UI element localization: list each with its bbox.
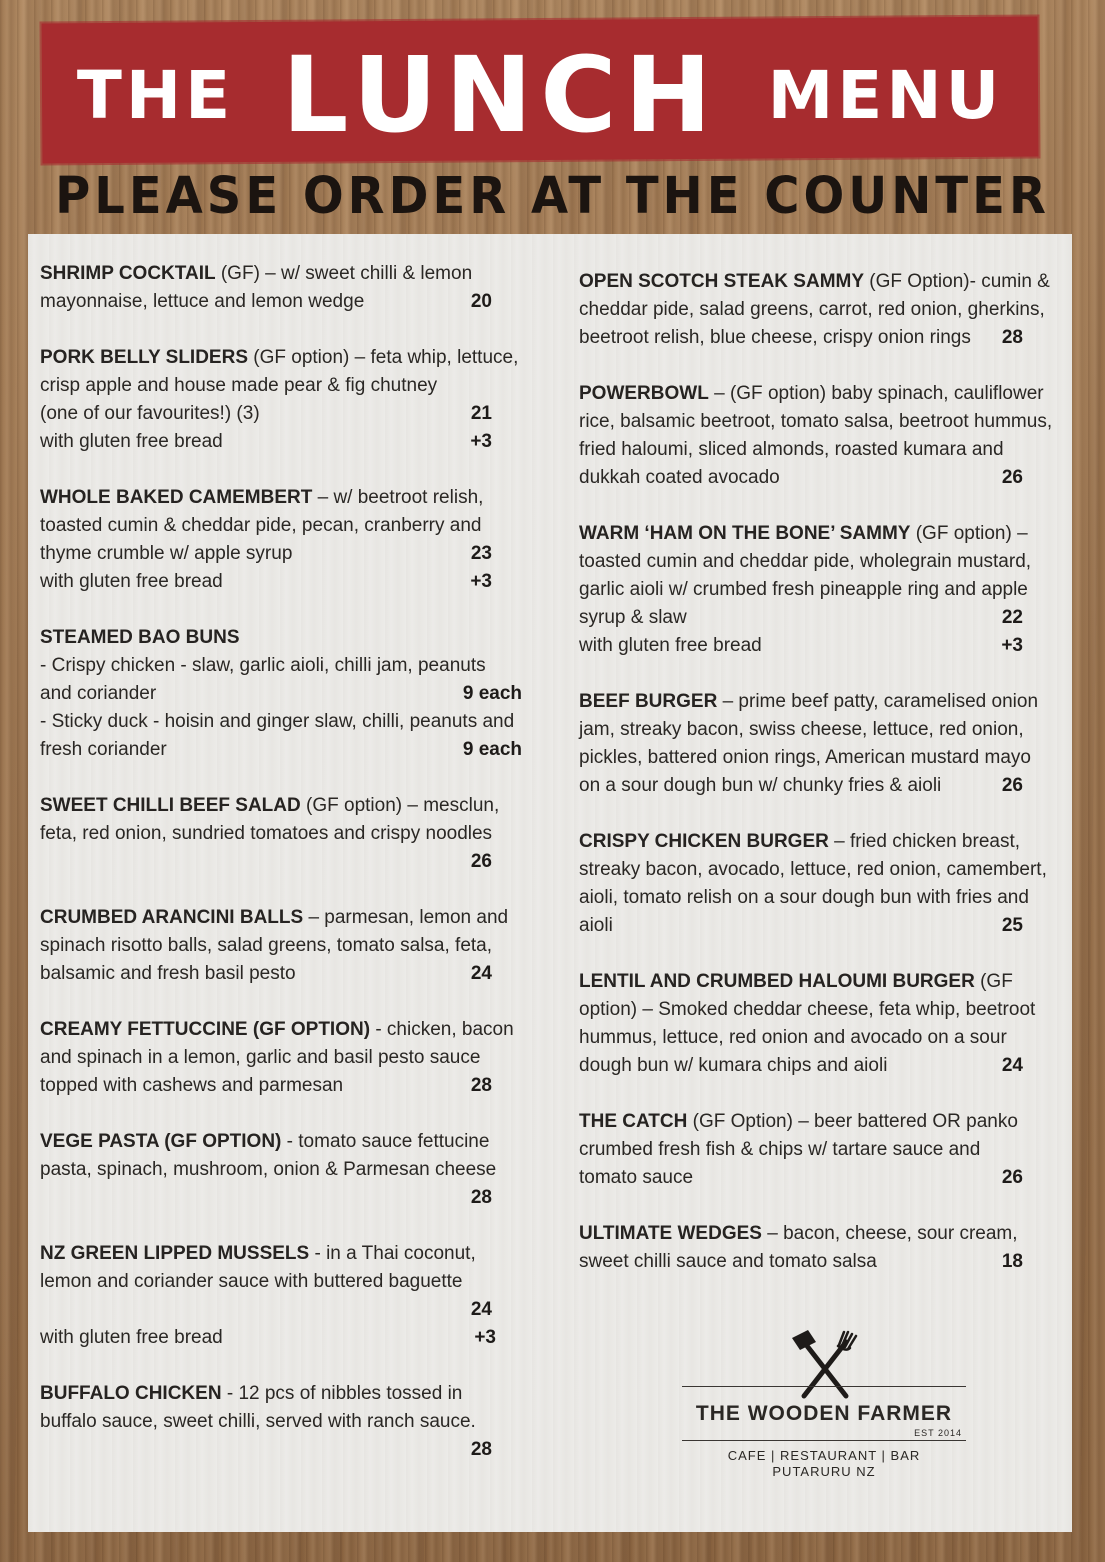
item-price: 25 [1001,915,1023,936]
gf-option-label: with gluten free bread [40,1327,223,1348]
item-desc: – fried chicken breast, [828,831,1021,852]
item-name: ULTIMATE WEDGES [579,1223,762,1244]
item-desc: fried haloumi, sliced almonds, roasted kumara and [579,439,1004,460]
menu-item-shrimp-cocktail [40,260,530,316]
item-desc: sweet chilli sauce and tomato salsa [579,1251,877,1272]
menu-item-pork-belly-sliders [40,344,530,456]
item-desc: spinach risotto balls, salad greens, tomato salsa, feta, [40,935,493,956]
item-desc: - Crispy chicken - slaw, garlic aioli, chilli jam, peanuts [40,655,486,676]
gf-option-label: with gluten free bread [40,571,223,592]
item-price: 28 [470,1075,492,1096]
item-name: LENTIL AND CRUMBED HALOUMI BURGER [579,971,975,992]
crossed-axe-fork-icon [790,1328,860,1400]
item-desc: toasted cumin and cheddar pide, wholegrain mustard, [579,551,1032,572]
item-desc: thyme crumble w/ apple syrup [40,543,293,564]
item-desc: on a sour dough bun w/ chunky fries & aioli [579,775,942,796]
menu-item-buffalo-chicken [40,1380,530,1464]
item-price: 24 [470,963,492,984]
item-name: SHRIMP COCKTAIL [40,263,216,284]
item-price: 20 [470,291,492,312]
item-price: 24 [470,1299,492,1320]
item-name: BEEF BURGER [579,691,718,712]
item-desc: option) – Smoked cheddar cheese, feta whip, beetroot [579,999,1036,1020]
item-price: 22 [1001,607,1023,628]
item-price: 26 [1001,775,1023,796]
item-name: WARM ‘HAM ON THE BONE’ SAMMY [579,523,911,544]
item-name: NZ GREEN LIPPED MUSSELS [40,1243,310,1264]
menu-item-steamed-bao-buns [40,624,530,764]
item-price: 9 each [462,683,522,704]
item-desc: – bacon, cheese, sour cream, [761,1223,1018,1244]
menu-item-powerbowl [579,380,1065,492]
item-desc: beetroot relish, blue cheese, crispy onion rings [579,327,971,348]
item-name: STEAMED BAO BUNS [40,627,240,648]
item-name: CREAMY FETTUCCINE (GF OPTION) [40,1019,371,1040]
item-desc: mayonnaise, lettuce and lemon wedge [40,291,365,312]
item-name: WHOLE BAKED CAMEMBERT [40,487,313,508]
item-desc: balsamic and fresh basil pesto [40,963,296,984]
menu-item-the-catch [579,1108,1065,1192]
item-desc: dukkah coated avocado [579,467,780,488]
menu-item-lentil-haloumi-burger [579,968,1065,1080]
item-name: VEGE PASTA (GF OPTION) [40,1131,282,1152]
item-price: 28 [1001,327,1023,348]
item-desc: and spinach in a lemon, garlic and basil pesto sauce [40,1047,481,1068]
item-price: 26 [1001,467,1023,488]
gf-option-label: with gluten free bread [40,431,223,452]
menu-item-beef-burger [579,688,1065,800]
item-desc: crisp apple and house made pear & fig chutney [40,375,438,396]
logo-rule [682,1440,966,1441]
item-name: CRISPY CHICKEN BURGER [579,831,829,852]
item-desc: streaky bacon, avocado, lettuce, red onion, camembert, [579,859,1047,880]
item-desc: – prime beef patty, caramelised onion [717,691,1039,712]
menu-item-warm-ham-on-the-bone-sammy [579,520,1065,660]
item-price: 24 [1001,1055,1023,1076]
item-desc: (GF option) – mesclun, [300,795,500,816]
brand-tagline [682,1448,966,1480]
item-desc: fresh coriander [40,739,167,760]
item-desc: garlic aioli w/ crumbed fresh pineapple ring and apple [579,579,1028,600]
item-price: 23 [470,543,492,564]
gf-option-label: with gluten free bread [579,635,762,656]
menu-item-creamy-fettuccine [40,1016,530,1100]
logo-rule [682,1386,966,1387]
item-price: 9 each [462,739,522,760]
item-desc: toasted cumin & cheddar pide, pecan, cranberry and [40,515,482,536]
gf-option-price: +3 [470,571,492,592]
item-desc: and coriander [40,683,157,704]
menu-item-whole-baked-camembert [40,484,530,596]
item-desc: lemon and coriander sauce with buttered baguette [40,1271,463,1292]
gf-option-price: +3 [474,1327,496,1348]
menu-item-crispy-chicken-burger [579,828,1065,940]
item-desc: (GF Option) – beer battered OR panko [687,1111,1018,1132]
item-desc: pasta, spinach, mushroom, onion & Parmesan cheese [40,1159,497,1180]
item-desc: (GF [974,971,1013,992]
item-desc: topped with cashews and parmesan [40,1075,344,1096]
menu-item-open-scotch-steak-sammy [579,268,1065,352]
item-desc: (GF option) – feta whip, lettuce, [248,347,519,368]
item-desc: rice, balsamic beetroot, tomato salsa, beetroot hummus, [579,411,1053,432]
item-desc: (GF Option)- cumin & [864,271,1050,292]
menu-item-sweet-chilli-beef-salad [40,792,530,876]
item-price: 21 [470,403,492,424]
item-desc: hummus, lettuce, red onion and avocado on a sour [579,1027,1007,1048]
item-name: SWEET CHILLI BEEF SALAD [40,795,301,816]
title-menu: MENU [767,56,1004,134]
brand-tagline-text: CAFE | RESTAURANT | BAR [727,1448,921,1463]
page-title [42,30,1038,160]
item-name: THE CATCH [579,1111,688,1132]
item-name: BUFFALO CHICKEN [40,1383,222,1404]
item-desc: (GF) – w/ sweet chilli & lemon [215,263,473,284]
item-desc: tomato sauce [579,1167,694,1188]
gf-option-price: +3 [470,431,492,452]
item-price: 26 [1001,1167,1023,1188]
menu-item-crumbed-arancini-balls [40,904,530,988]
item-desc: (GF option) – [910,523,1028,544]
item-desc: cheddar pide, salad greens, carrot, red onion, gherkins, [579,299,1045,320]
brand-logo [682,1328,966,1488]
gf-option-price: +3 [1001,635,1023,656]
menu-item-ultimate-wedges [579,1220,1065,1276]
title-lunch: LUNCH [282,34,720,156]
brand-est: EST 2014 [914,1428,962,1438]
item-name: PORK BELLY SLIDERS [40,347,248,368]
item-desc: - 12 pcs of nibbles tossed in [221,1383,463,1404]
menu-item-vege-pasta [40,1128,530,1212]
menu-item-nz-green-lipped-mussels [40,1240,530,1352]
item-desc: crumbed fresh fish & chips w/ tartare sauce and [579,1139,981,1160]
item-desc: – parmesan, lemon and [303,907,509,928]
item-desc: - in a Thai coconut, [309,1243,476,1264]
item-name: CRUMBED ARANCINI BALLS [40,907,304,928]
item-price: 28 [470,1439,492,1460]
item-desc: syrup & slaw [579,607,687,628]
item-name: POWERBOWL [579,383,709,404]
item-desc: – (GF option) baby spinach, cauliflower [708,383,1044,404]
item-desc: aioli, tomato relish on a sour dough bun with fries and [579,887,1029,908]
item-desc: feta, red onion, sundried tomatoes and crispy noodles [40,823,493,844]
item-price: 18 [1001,1251,1023,1272]
item-desc: jam, streaky bacon, swiss cheese, lettuce, red onion, [579,719,1024,740]
item-desc: aioli [579,915,613,936]
brand-name: THE WOODEN FARMER [695,1402,953,1425]
item-name: OPEN SCOTCH STEAK SAMMY [579,271,865,292]
item-desc: pickles, battered onion rings, American mustard mayo [579,747,1031,768]
item-desc: dough bun w/ kumara chips and aioli [579,1055,888,1076]
item-price: 28 [470,1187,492,1208]
item-desc: (one of our favourites!) (3) [40,403,260,424]
menu-column-left [40,260,530,1492]
brand-location: PUTARURU NZ [772,1464,876,1479]
menu-column-right [579,268,1065,1304]
item-desc: - chicken, bacon [370,1019,514,1040]
item-desc: - Sticky duck - hoisin and ginger slaw, chilli, peanuts and [40,711,515,732]
item-price: 26 [470,851,492,872]
page-subtitle: PLEASE ORDER AT THE COUNTER [55,166,1050,226]
item-desc: buffalo sauce, sweet chilli, served with ranch sauce. [40,1411,476,1432]
item-desc: - tomato sauce fettucine [281,1131,490,1152]
title-the: THE [76,56,235,134]
item-desc: – w/ beetroot relish, [312,487,484,508]
